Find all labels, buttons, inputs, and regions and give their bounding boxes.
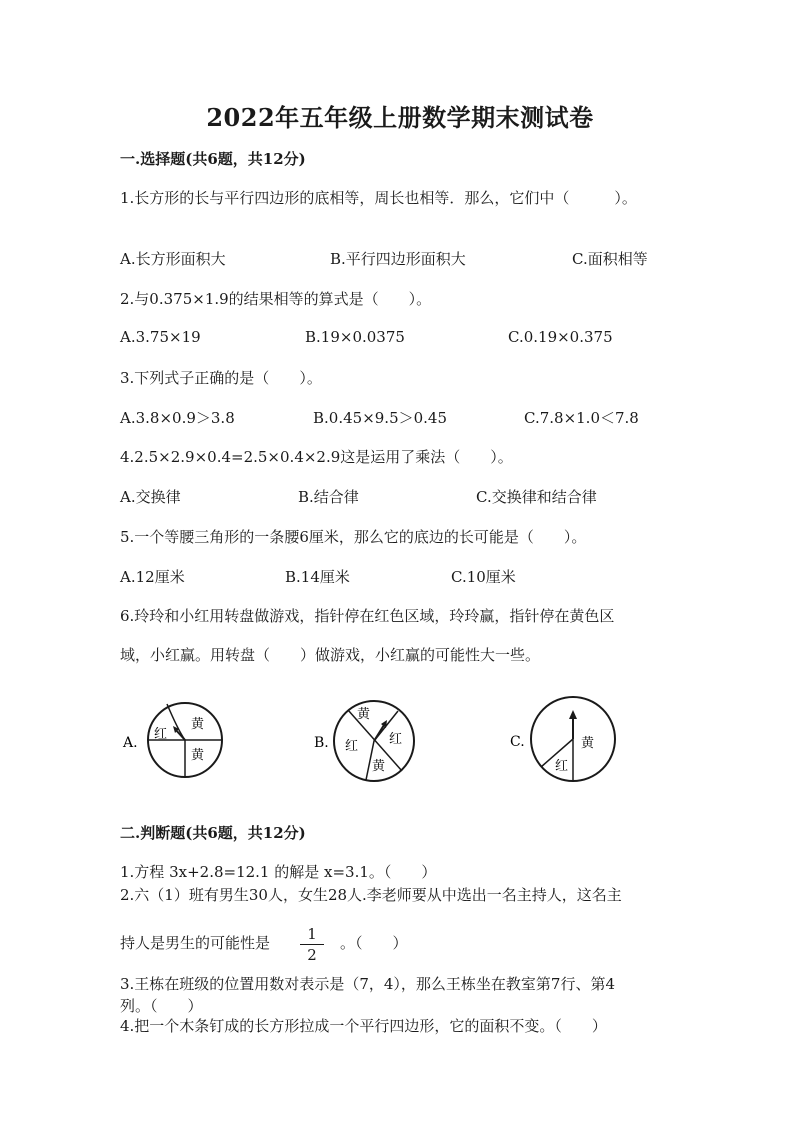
- spinner-c-label: C.: [510, 734, 525, 750]
- question-2-option-a: A.3.75×19: [120, 328, 201, 346]
- judgement-3-line-2: 列。（ ）: [120, 997, 203, 1015]
- question-1: 1.长方形的长与平行四边形的底相等，周长也相等．那么，它们中（ ）。: [120, 189, 637, 207]
- question-5: 5.一个等腰三角形的一条腰6厘米，那么它的底边的长可能是（ ）。: [120, 528, 587, 546]
- judgement-2-fraction: [300, 925, 324, 964]
- judgement-2-line-2-end: 。（ ）: [340, 934, 408, 952]
- judgement-2-line-2: 持人是男生的可能性是: [120, 934, 271, 952]
- question-6-line-2: 域，小红赢。用转盘（ ）做游戏，小红赢的可能性大一些。: [120, 646, 541, 664]
- fraction-denominator: 2: [307, 946, 317, 964]
- fraction-bar: [300, 944, 324, 945]
- question-2-option-c: C.0.19×0.375: [508, 328, 613, 346]
- judgement-3-line-1: 3.王栋在班级的位置用数对表示是（7，4），那么王栋坐在教室第7行、第4: [120, 975, 615, 993]
- question-5-option-b: B.14厘米: [285, 568, 350, 586]
- spinner-a-label: A.: [123, 735, 138, 751]
- spinner-b-yellow-top: 黄: [357, 707, 371, 722]
- spinner-a: [118, 700, 228, 780]
- section-heading-choice: 一.选择题(共6题，共12分): [120, 150, 306, 168]
- question-2: 2.与0.375×1.9的结果相等的算式是（ ）。: [120, 290, 432, 308]
- spinner-a-yellow-bottom: 黄: [191, 748, 205, 763]
- spinner-b: [312, 698, 432, 784]
- question-3-option-b: B.0.45×9.5＞0.45: [313, 409, 448, 427]
- spinner-b-red-right: 红: [389, 732, 403, 747]
- question-1-option-c: C.面积相等: [572, 250, 648, 268]
- spinner-a-yellow-top: 黄: [191, 717, 205, 732]
- judgement-4: 4.把一个木条钉成的长方形拉成一个平行四边形，它的面积不变。（ ）: [120, 1017, 607, 1035]
- judgement-2-line-1: 2.六（1）班有男生30人，女生28人.李老师要从中选出一名主持人，这名主: [120, 886, 622, 904]
- spinner-c-pointer-head: [569, 710, 577, 719]
- page-title: 2022年五年级上册数学期末测试卷: [206, 103, 594, 132]
- question-3-option-c: C.7.8×1.0＜7.8: [524, 409, 639, 427]
- question-4-option-a: A.交换律: [120, 488, 181, 506]
- question-2-option-b: B.19×0.0375: [305, 328, 405, 346]
- spinner-a-divider-arc: [167, 704, 185, 740]
- question-5-option-a: A.12厘米: [120, 568, 185, 586]
- spinner-c: [508, 694, 628, 784]
- question-4-option-c: C.交换律和结合律: [476, 488, 597, 506]
- spinner-c-red: 红: [555, 759, 569, 774]
- spinner-b-pointer: [374, 725, 384, 741]
- question-3-option-a: A.3.8×0.9＞3.8: [120, 409, 235, 427]
- question-1-option-b: B.平行四边形面积大: [330, 250, 466, 268]
- spinner-b-yellow-bottom: 黄: [372, 759, 386, 774]
- question-3: 3.下列式子正确的是（ ）。: [120, 369, 322, 387]
- spinner-b-red-left: 红: [345, 739, 359, 754]
- spinner-a-red: 红: [154, 727, 168, 742]
- question-5-option-c: C.10厘米: [451, 568, 516, 586]
- spinner-c-yellow: 黄: [581, 736, 595, 751]
- judgement-1: 1.方程 3x+2.8=12.1 的解是 x=3.1。（ ）: [120, 863, 437, 881]
- section-heading-judgement: 二.判断题(共6题，共12分): [120, 824, 306, 842]
- question-4-option-b: B.结合律: [298, 488, 359, 506]
- question-6-line-1: 6.玲玲和小红用转盘做游戏，指针停在红色区域，玲玲赢，指针停在黄色区: [120, 607, 615, 625]
- question-4: 4.2.5×2.9×0.4=2.5×0.4×2.9这是运用了乘法（ ）。: [120, 448, 513, 466]
- spinner-b-label: B.: [314, 735, 329, 751]
- question-1-option-a: A.长方形面积大: [120, 250, 226, 268]
- fraction-numerator: 1: [307, 925, 317, 943]
